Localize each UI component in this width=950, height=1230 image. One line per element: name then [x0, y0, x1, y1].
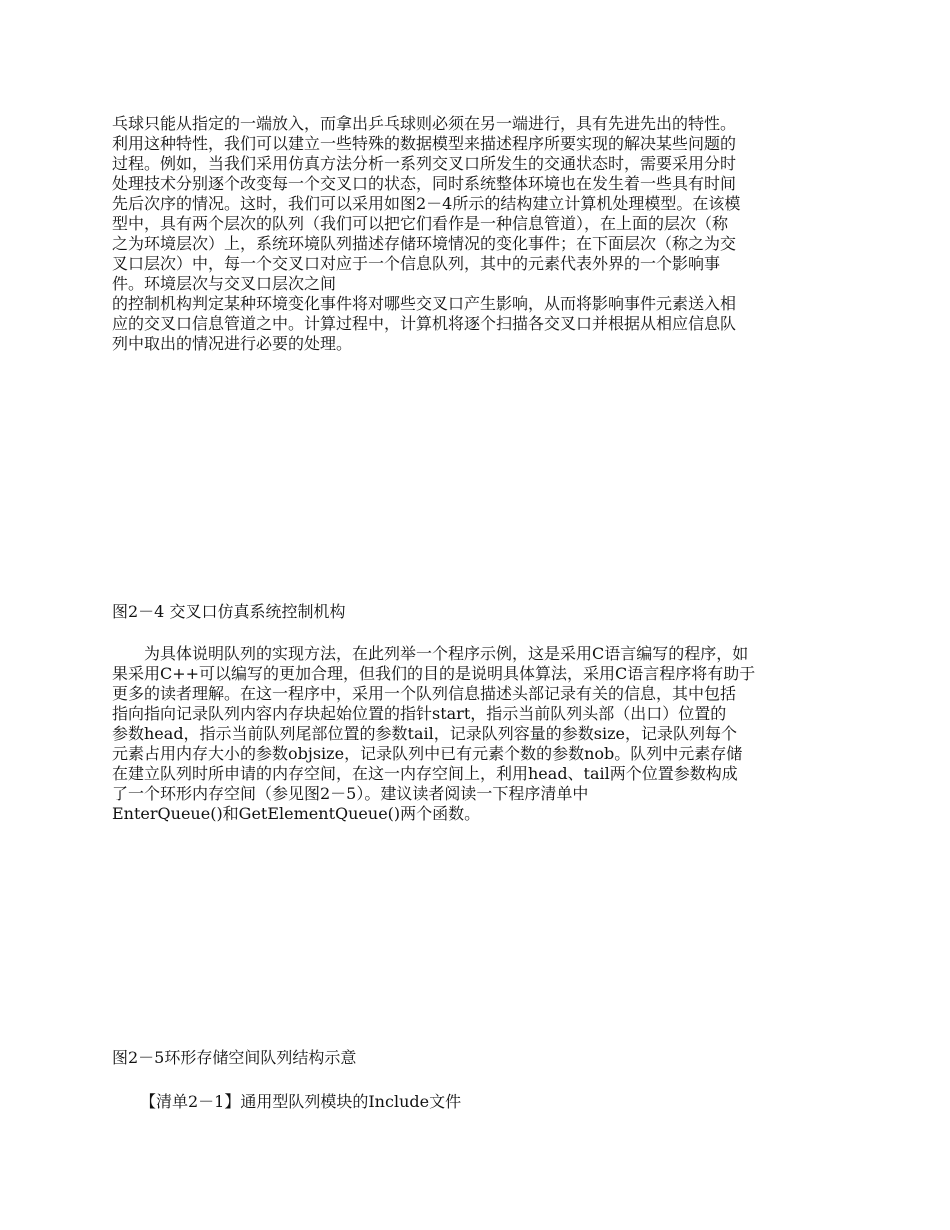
text-line: 果采用C++可以编写的更加合理，但我们的目的是说明具体算法，采用C语言程序将有助于 [112, 664, 756, 683]
text-line: EnterQueue()和GetElementQueue()两个函数。 [112, 804, 481, 823]
text-line: 先后次序的情况。这时，我们可以采用如图2－4所示的结构建立计算机处理模型。在该模 [112, 194, 741, 213]
figure-caption-text: 图2－4 交叉口仿真系统控制机构 [112, 602, 346, 621]
text-line: 处理技术分别逐个改变每一个交叉口的状态，同时系统整体环境也在发生着一些具有时间 [112, 174, 737, 193]
text-line: 参数head，指示当前队列尾部位置的参数tail，记录队列容量的参数size，记录队列每个 [112, 724, 737, 743]
text-line: 乓球只能从指定的一端放入，而拿出乒乓球则必须在另一端进行，具有先进先出的特性。 [112, 114, 737, 133]
listing-title-text: 【清单2－1】通用型队列模块的Include文件 [140, 1092, 462, 1111]
text-line: 的控制机构判定某种环境变化事件将对哪些交叉口产生影响，从而将影响事件元素送入相 [112, 294, 737, 313]
text-line: 件。环境层次与交叉口层次之间 [112, 274, 337, 293]
text-line: 之为环境层次）上，系统环境队列描述存储环境情况的变化事件；在下面层次（称之为交 [112, 234, 737, 253]
text-line: 为具体说明队列的实现方法，在此列举一个程序示例，这是采用C语言编写的程序，如 [112, 644, 749, 663]
text-line: 更多的读者理解。在这一程序中，采用一个队列信息描述头部记录有关的信息，其中包括 [112, 684, 737, 703]
text-line: 了一个环形内存空间（参见图2－5）。建议读者阅读一下程序清单中 [112, 784, 589, 803]
text-line: 在建立队列时所申请的内存空间，在这一内存空间上，利用head、tail两个位置参数构成 [112, 764, 738, 783]
figure-caption [112, 1048, 840, 1068]
figure-caption [112, 602, 840, 622]
text-line: 利用这种特性，我们可以建立一些特殊的数据模型来描述程序所要实现的解决某些问题的 [112, 134, 737, 153]
text-line: 型中，具有两个层次的队列（我们可以把它们看作是一种信息管道），在上面的层次（称 [112, 214, 729, 233]
figure-placeholder [112, 380, 840, 590]
paragraph-queue-model [112, 114, 840, 354]
text-line: 应的交叉口信息管道之中。计算过程中，计算机将逐个扫描各交叉口并根据从相应信息队 [112, 314, 737, 333]
figure-caption-text: 图2－5环形存储空间队列结构示意 [112, 1048, 357, 1067]
paragraph-queue-implementation [112, 644, 840, 824]
text-line: 列中取出的情况进行必要的处理。 [112, 334, 353, 353]
text-line: 元素占用内存大小的参数objsize，记录队列中已有元素个数的参数nob。队列中元素存储 [112, 744, 743, 763]
text-line: 指向指向记录队列内容内存块起始位置的指针start，指示当前队列头部（出口）位置的 [112, 704, 727, 723]
text-line: 叉口层次）中，每一个交叉口对应于一个信息队列，其中的元素代表外界的一个影响事 [112, 254, 721, 273]
figure-placeholder [112, 840, 840, 1035]
text-line: 过程。例如，当我们采用仿真方法分析一系列交叉口所发生的交通状态时，需要采用分时 [112, 154, 737, 173]
listing-title [140, 1092, 840, 1112]
